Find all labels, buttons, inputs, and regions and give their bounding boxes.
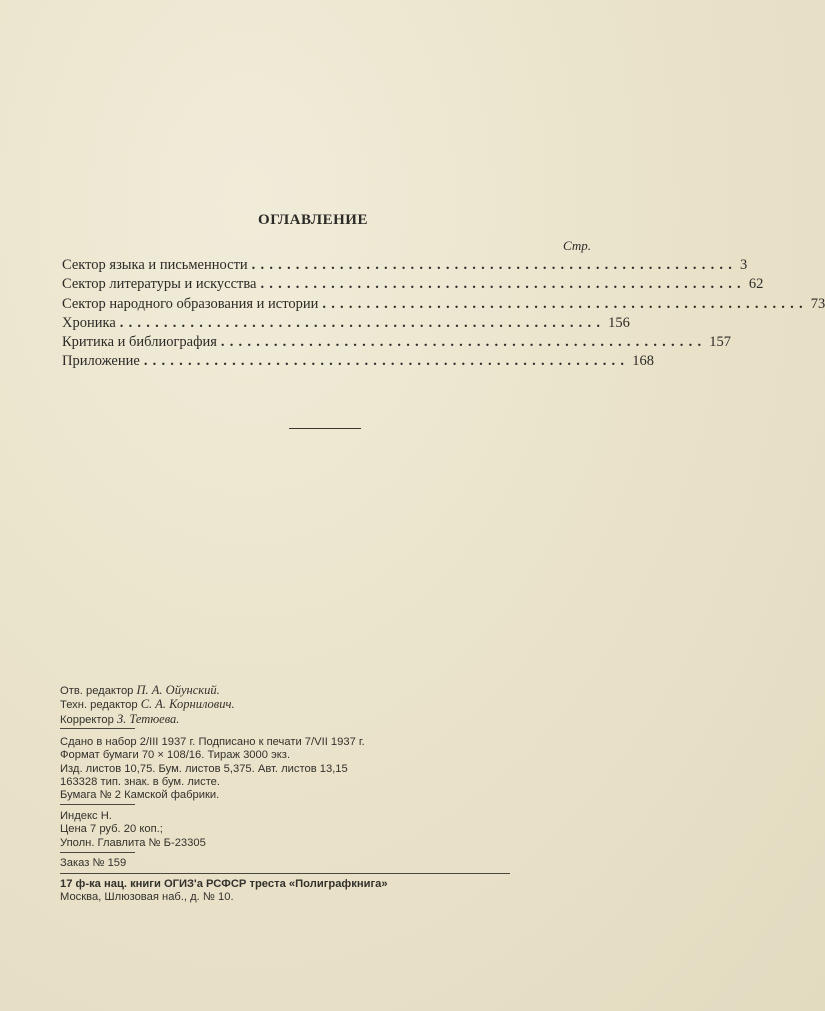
toc-leader-dots: .......................................................: [220, 334, 707, 351]
imprint-divider: [60, 728, 135, 729]
editor-role: Корректор: [60, 713, 114, 726]
toc-entry-page: 168: [632, 353, 654, 370]
price-detail-line: Индекс Н.: [60, 810, 112, 822]
toc-entry-label: Хроника: [62, 314, 116, 331]
toc-entry-label: Сектор народного образования и истории: [62, 295, 319, 312]
toc-leader-dots: .......................................................: [322, 295, 808, 312]
toc-entry-page: 3: [740, 257, 748, 273]
editor-line: [60, 698, 530, 712]
toc-leader-dots: .......................................................: [260, 276, 746, 293]
toc-entry-page: 73: [810, 295, 825, 312]
toc-entry: [62, 257, 748, 276]
toc-list: [62, 257, 825, 373]
toc-entry: [62, 334, 732, 353]
toc-leader-dots: .......................................................: [119, 314, 606, 331]
price-detail-line: Уполн. Главлита № Б-23305: [60, 836, 206, 849]
imprint-divider: [60, 852, 135, 853]
toc-entry: [62, 353, 654, 372]
imprint-price-details: [60, 810, 530, 850]
toc-entry-label: Сектор языка и письменности: [62, 257, 248, 273]
toc-entry: [62, 295, 825, 315]
editor-line: [60, 713, 530, 727]
imprint-factory: [60, 878, 530, 905]
print-detail-line: Изд. листов 10,75. Бум. листов 5,375. Авт. листов 13,15: [60, 762, 348, 775]
toc-entry-label: Приложение: [62, 353, 140, 370]
toc-entry-label: Сектор литературы и искусства: [62, 276, 257, 293]
toc-leader-dots: .......................................................: [143, 353, 630, 370]
print-detail-line: Бумага № 2 Камской фабрики.: [60, 789, 220, 802]
imprint-divider: [60, 873, 510, 874]
editor-line: [60, 684, 530, 698]
imprint-divider: [60, 804, 135, 805]
toc-entry-page: 157: [709, 334, 732, 351]
toc-entry-page: 156: [608, 314, 630, 331]
toc-entry-page: 62: [748, 276, 764, 293]
toc-entry: [62, 276, 764, 295]
toc-entry: [62, 314, 630, 334]
imprint-order: [60, 857, 530, 870]
editor-name: С. А. Корнилович.: [140, 697, 235, 712]
print-detail-line: Формат бумаги 70 × 108/16. Тираж 3000 экз.: [60, 749, 291, 762]
price-detail-line: Цена 7 руб. 20 коп.;: [60, 823, 163, 836]
toc-divider: [289, 428, 361, 429]
imprint-editors: [60, 684, 530, 727]
toc-leader-dots: .......................................................: [251, 257, 738, 273]
imprint-print-details: [60, 736, 530, 802]
toc-page-column-label: Стр.: [563, 238, 591, 253]
print-detail-line: 163328 тип. знак. в бум. листе.: [60, 775, 221, 788]
print-detail-line: Сдано в набор 2/III 1937 г. Подписано к печати 7/VII 1937 г.: [60, 736, 365, 748]
editor-name: З. Тетюева.: [116, 711, 180, 726]
order-number: Заказ № 159: [60, 857, 127, 869]
editor-role: Отв. редактор: [60, 685, 134, 697]
editor-name: П. А. Ойунский.: [136, 683, 220, 697]
editor-role: Техн. редактор: [60, 699, 138, 712]
factory-line: 17 ф-ка нац. книги ОГИЗ'а РСФСР треста «Полиграфкнига»: [60, 878, 388, 890]
toc-entry-label: Критика и библиография: [62, 334, 217, 351]
factory-line: Москва, Шлюзовая наб., д. № 10.: [60, 891, 234, 904]
toc-title: ОГЛАВЛЕНИЕ: [258, 212, 368, 228]
